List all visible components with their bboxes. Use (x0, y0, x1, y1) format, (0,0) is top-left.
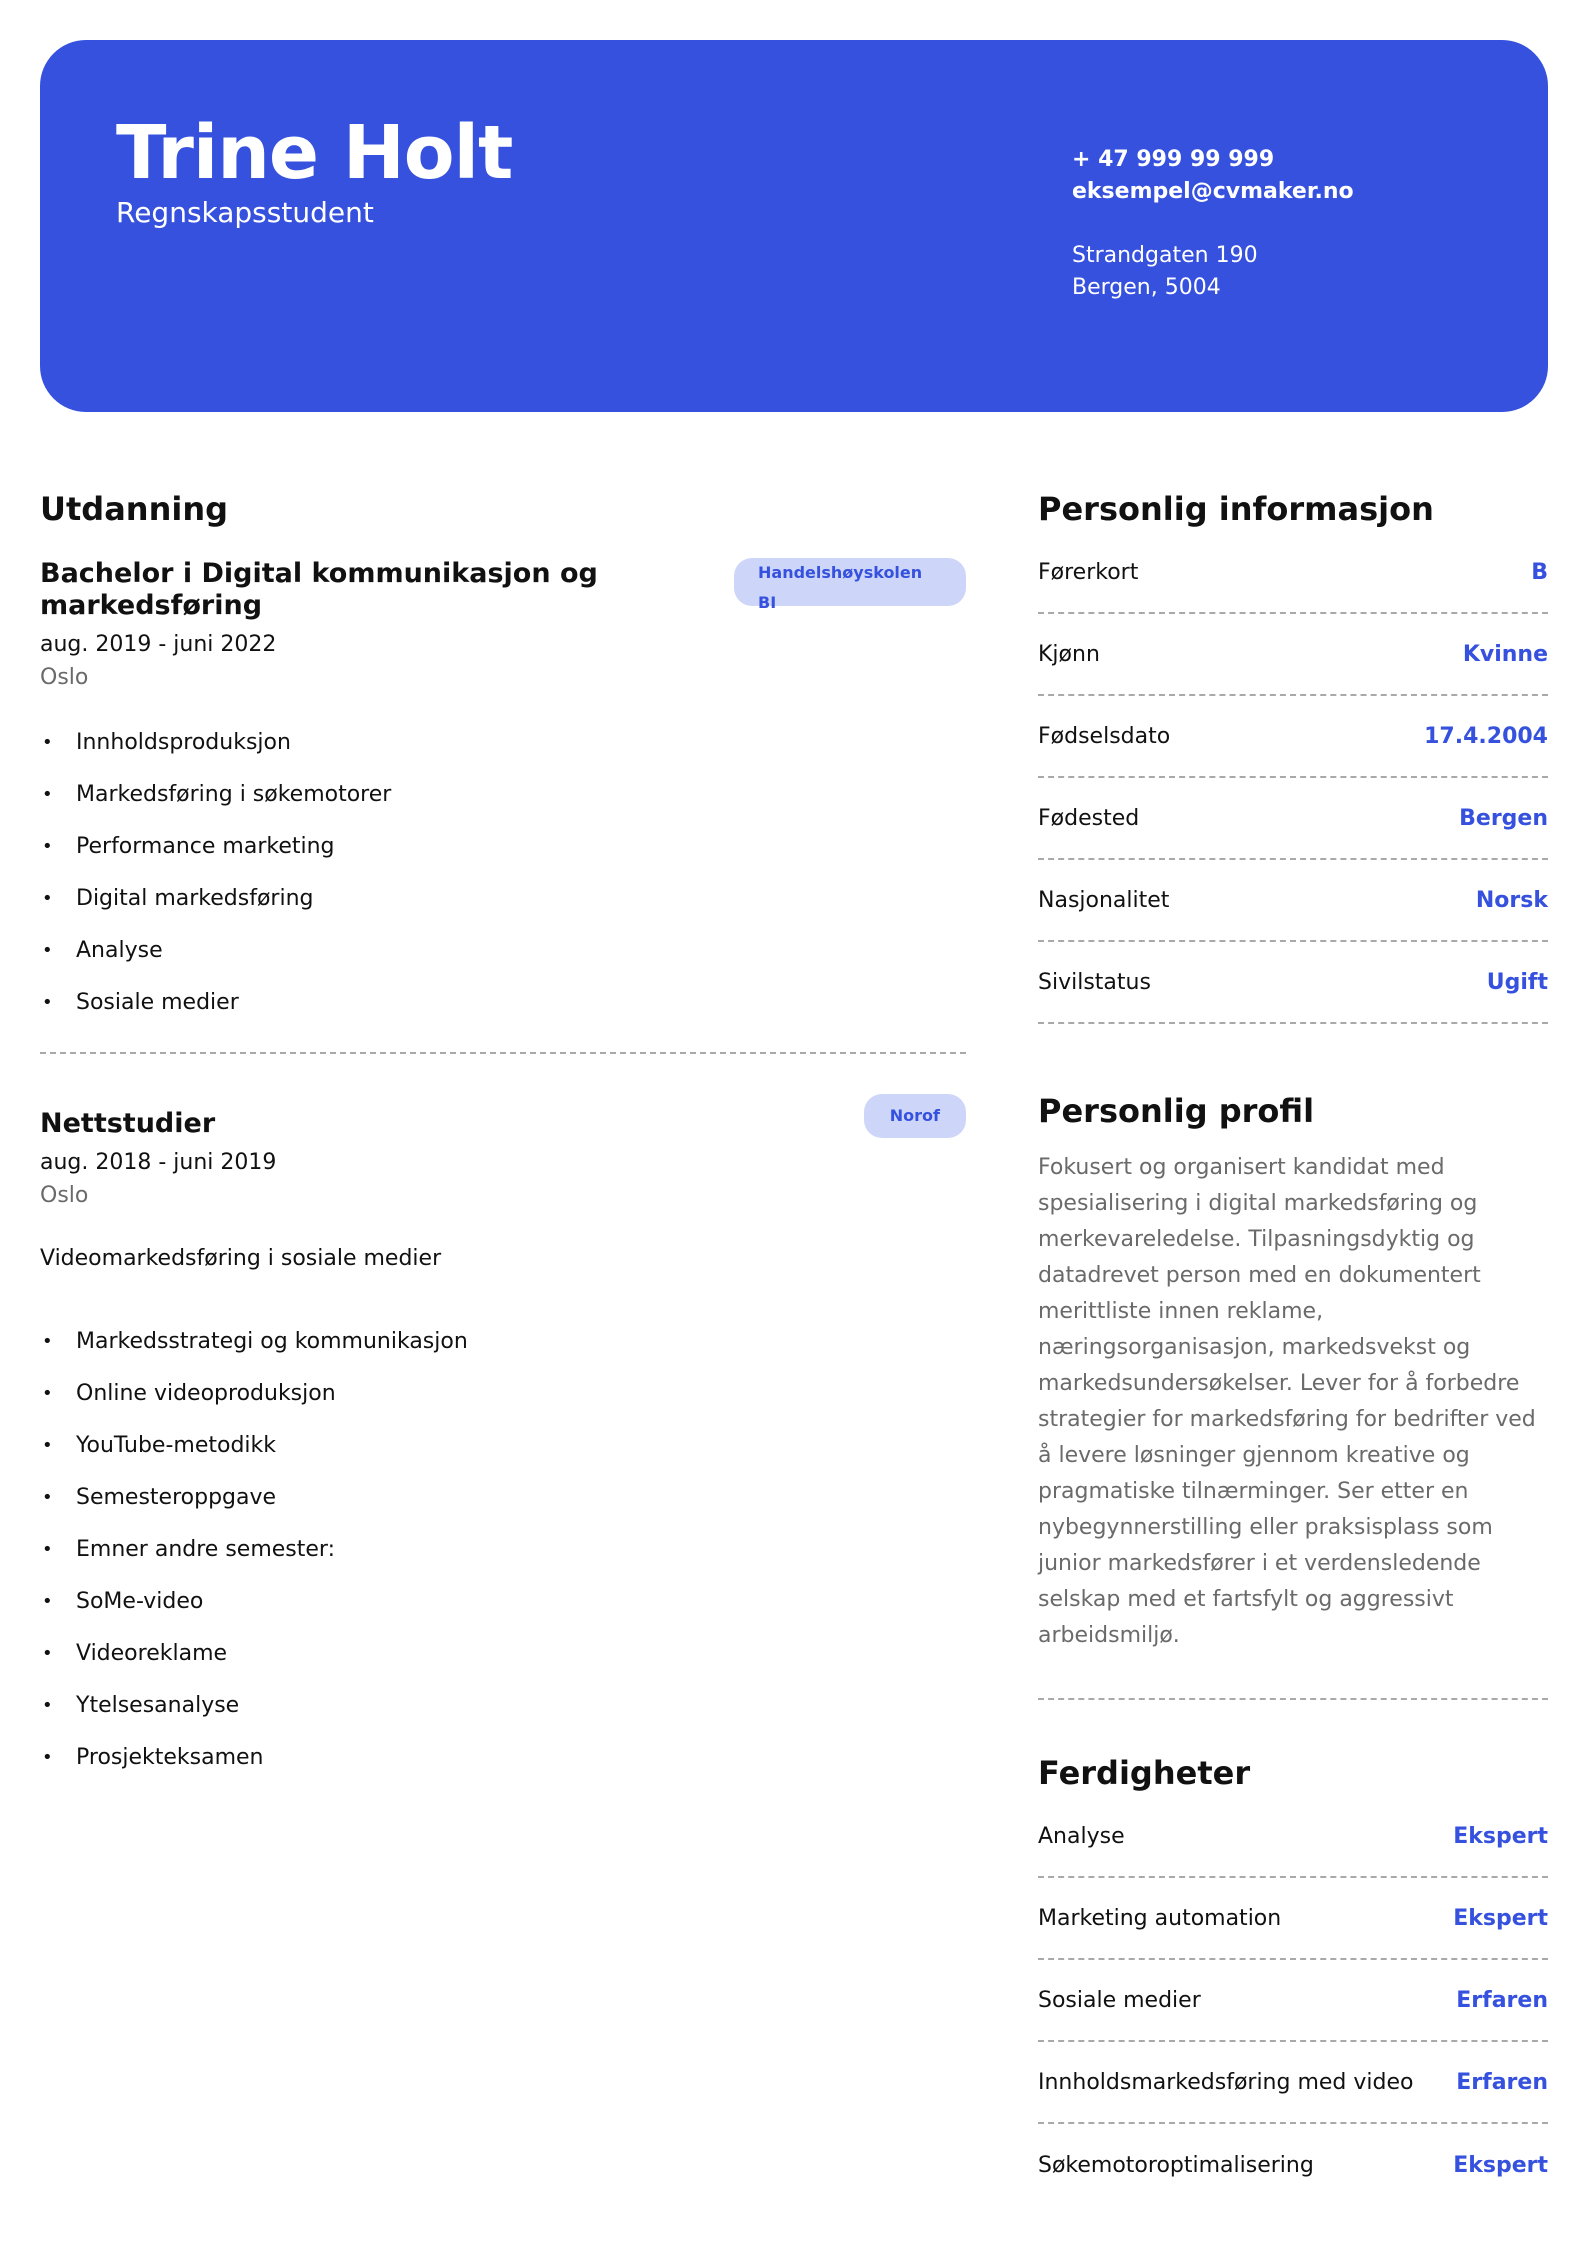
left-column (40, 490, 966, 1795)
info-row (1038, 614, 1548, 696)
skills-list (1038, 1796, 1548, 2206)
divider (1038, 1698, 1548, 1700)
info-value: 17.4.2004 (1424, 723, 1548, 749)
course-list (40, 728, 966, 1040)
list-item: • Semesteroppgave (40, 1483, 966, 1535)
info-label: Nasjonalitet (1038, 887, 1170, 913)
skill-name: Søkemotoroptimalisering (1038, 2152, 1314, 2178)
info-row (1038, 532, 1548, 614)
info-label: Kjønn (1038, 641, 1100, 667)
address-block (1072, 240, 1258, 304)
list-item: • Markedsstrategi og kommunikasjon (40, 1327, 966, 1379)
email-address: eksempel@cvmaker.no (1072, 179, 1354, 204)
education-entry (40, 558, 966, 1040)
degree-title: Nettstudier (40, 1108, 216, 1139)
skill-name: Marketing automation (1038, 1905, 1282, 1931)
list-item: • Sosiale medier (40, 988, 966, 1040)
degree-title: Bachelor i Digital kommunikasjon og markedsføring (40, 558, 598, 621)
list-item: • SoMe-video (40, 1587, 966, 1639)
education-dates: aug. 2019 - juni 2022 (40, 632, 277, 657)
profile-text: Fokusert og organisert kandidat med spesialisering i digital markedsføring og merkevareledelse. Tilpasningsdyktig og datadrevet person med en dokumentert merittliste innen reklame, næringsorganisasjon, markedsvekst og markedsundersøkelser. Lever for å forbedre strategier for markedsføring for bedrifter ved å levere løsninger gjennom kreative og pragmatiske tilnærminger. Ser etter en nybegynnerstilling eller praksisplass som junior markedsfører i et verdensledende selskap med et fartsfylt og aggressivt arbeidsmiljø. (1038, 1155, 1536, 1648)
skill-level: Erfaren (1456, 1987, 1548, 2013)
list-item: • Prosjekteksamen (40, 1743, 966, 1795)
info-label: Førerkort (1038, 559, 1139, 585)
list-item: • Innholdsproduksjon (40, 728, 966, 780)
list-item: • Ytelsesanalyse (40, 1691, 966, 1743)
right-column (1038, 490, 1548, 2206)
education-city: Oslo (40, 1183, 89, 1208)
personal-info-list (1038, 532, 1548, 1024)
contact-block (1072, 144, 1354, 208)
skill-level: Ekspert (1453, 2152, 1548, 2178)
list-item: • Emner andre semester: (40, 1535, 966, 1587)
education-dates: aug. 2018 - juni 2019 (40, 1150, 277, 1175)
list-item: • Performance marketing (40, 832, 966, 884)
divider (40, 1052, 966, 1054)
education-entry (40, 1108, 966, 1795)
info-row (1038, 778, 1548, 860)
cv-header (40, 40, 1548, 412)
course-list (40, 1327, 966, 1795)
list-item: • Analyse (40, 936, 966, 988)
skill-level: Erfaren (1456, 2069, 1548, 2095)
skill-row (1038, 1796, 1548, 1878)
skill-name: Innholdsmarkedsføring med video (1038, 2069, 1414, 2095)
info-row (1038, 696, 1548, 778)
list-item: • Digital markedsføring (40, 884, 966, 936)
list-item: • YouTube-metodikk (40, 1431, 966, 1483)
info-value: B (1531, 559, 1548, 585)
info-value: Norsk (1475, 887, 1548, 913)
info-value: Ugift (1486, 969, 1548, 995)
skill-name: Analyse (1038, 1823, 1125, 1849)
list-item: • Markedsføring i søkemotorer (40, 780, 966, 832)
list-item: • Online videoproduksjon (40, 1379, 966, 1431)
skill-row (1038, 1878, 1548, 1960)
info-row (1038, 860, 1548, 942)
candidate-name: Trine Holt (116, 110, 513, 196)
city-address: Bergen, 5004 (1072, 275, 1221, 300)
info-value: Kvinne (1462, 641, 1548, 667)
skill-level: Ekspert (1453, 1905, 1548, 1931)
skill-row (1038, 2042, 1548, 2124)
info-value: Bergen (1459, 805, 1548, 831)
profile-heading: Personlig profil (1038, 1092, 1315, 1130)
skills-heading: Ferdigheter (1038, 1754, 1251, 1792)
skill-level: Ekspert (1453, 1823, 1548, 1849)
skill-name: Sosiale medier (1038, 1987, 1201, 2013)
info-label: Fødested (1038, 805, 1140, 831)
street-address: Strandgaten 190 (1072, 243, 1258, 268)
list-item: • Videoreklame (40, 1639, 966, 1691)
school-badge: Norof (864, 1094, 966, 1138)
info-label: Sivilstatus (1038, 969, 1151, 995)
education-city: Oslo (40, 665, 89, 690)
skill-row (1038, 1960, 1548, 2042)
education-heading: Utdanning (40, 490, 228, 528)
info-label: Fødselsdato (1038, 723, 1171, 749)
school-badge: Handelshøyskolen BI (734, 558, 966, 606)
education-description: Videomarkedsføring i sosiale medier (40, 1246, 442, 1271)
skill-row (1038, 2124, 1548, 2206)
info-row (1038, 942, 1548, 1024)
candidate-role: Regnskapsstudent (116, 196, 374, 229)
personal-info-heading: Personlig informasjon (1038, 490, 1434, 528)
phone-number: + 47 999 99 999 (1072, 147, 1275, 172)
